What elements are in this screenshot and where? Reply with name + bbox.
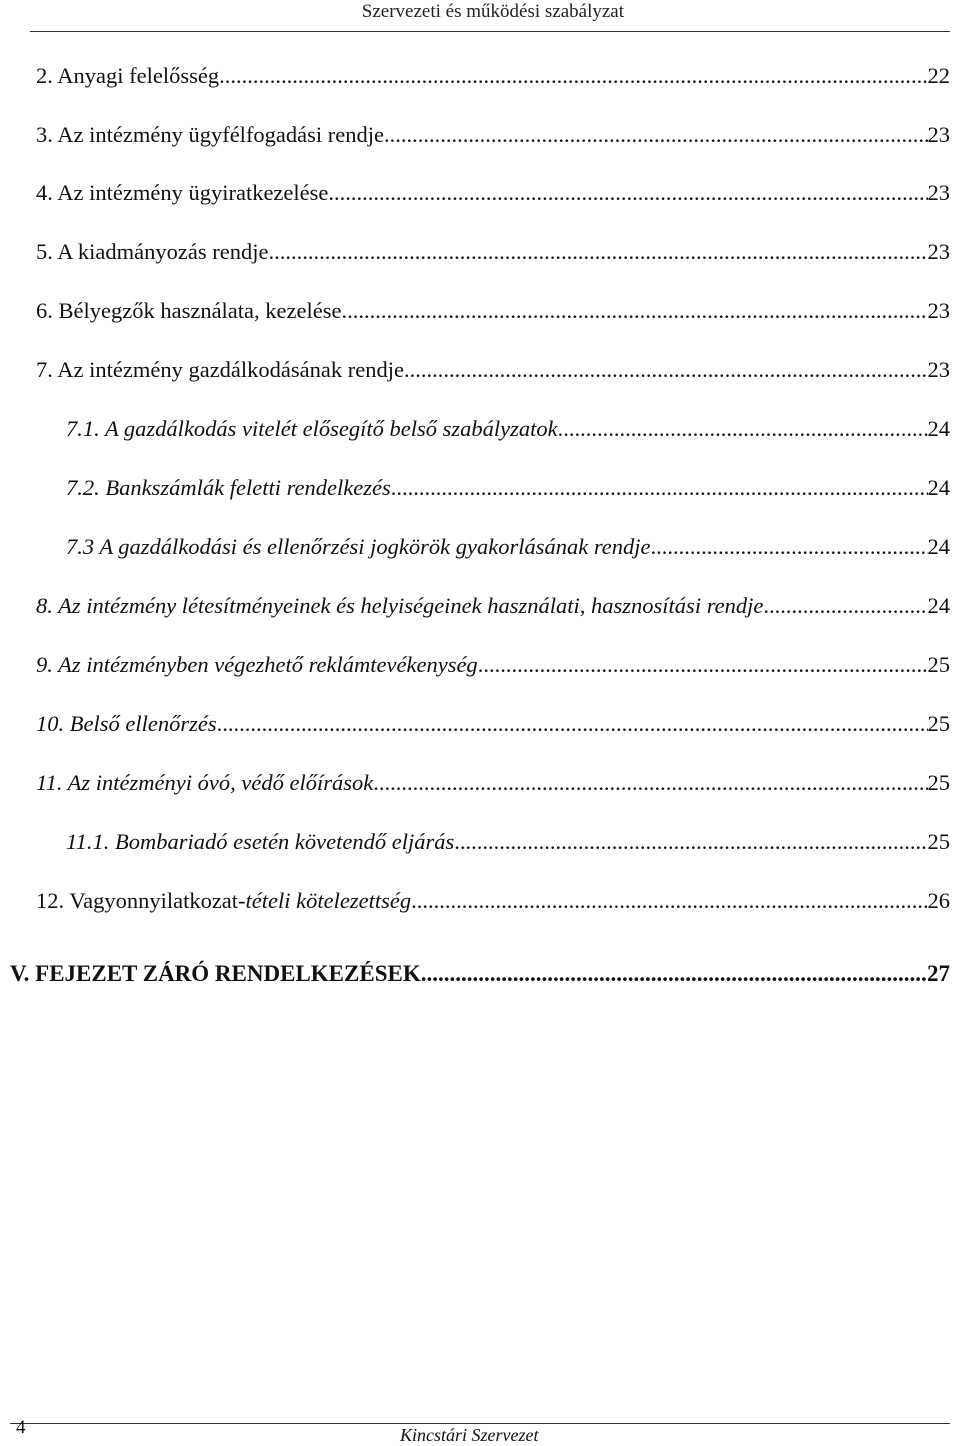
toc-leader-dots [268,236,927,268]
toc-entry-page: 23 [927,298,950,323]
toc-entry-page: 24 [927,416,950,441]
toc-entry[interactable] [66,472,950,504]
toc-leader-dots [373,767,927,799]
toc-entry-label: 10. Belső ellenőrzés [36,711,217,736]
toc-entry-label: 4. Az intézmény ügyiratkezelése [36,180,329,205]
toc-entry-page: 26 [927,888,950,913]
toc-entry-label: 7.1. A gazdálkodás vitelét elősegítő belső szabályzatok [66,416,558,441]
toc-entry[interactable] [36,767,950,799]
toc-leader-dots [421,958,927,990]
toc-entry-label: 3. Az intézmény ügyfélfogadási rendje [36,122,385,147]
toc-entry[interactable] [36,295,950,327]
toc-leader-dots [219,60,927,92]
toc-entry-label: 8. Az intézmény létesítményeinek és helyiségeinek használati, hasznosítási rendje [36,593,764,618]
toc-entry-label-plain: 12. Vagyonnyilatkozat- [36,888,246,913]
toc-entry-label: 11. Az intézményi óvó, védő előírások [36,770,374,795]
toc-entry[interactable] [36,177,950,209]
toc-entry[interactable] [36,590,950,622]
toc-leader-dots [411,885,927,917]
toc-leader-dots [341,295,927,327]
toc-leader-dots [763,590,927,622]
toc-entry-label: tételi kötelezettség [245,888,412,913]
toc-entry-page: 23 [927,180,950,205]
toc-leader-dots [478,649,928,681]
toc-entry[interactable] [36,119,950,151]
toc-entry-page: 23 [927,357,950,382]
toc-leader-dots [391,472,928,504]
toc-leader-dots [454,826,927,858]
toc-entry[interactable] [66,826,950,858]
toc-entry[interactable] [66,531,950,563]
toc-chapter-entry[interactable] [10,958,950,990]
toc-entry-label: 7.3 A gazdálkodási és ellenőrzési jogkörök gyakorlásának rendje [66,534,651,559]
toc-entry[interactable] [66,413,950,445]
toc-entry-label: 7. Az intézmény gazdálkodásának rendje [36,357,404,382]
toc-entry-label: V. FEJEZET ZÁRÓ RENDELKEZÉSEK [10,961,421,986]
toc-entry-label: 9. Az intézményben végezhető reklámtevékenység [36,652,478,677]
toc-entry-label: 5. A kiadmányozás rendje [36,239,269,264]
toc-entry-label: 7.2. Bankszámlák feletti rendelkezés [66,475,391,500]
toc-leader-dots [384,119,927,151]
toc-entry[interactable] [36,885,950,917]
toc-entry-page: 22 [927,63,950,88]
toc-entry[interactable] [36,60,950,92]
page-number: 4 [16,1417,26,1438]
toc-entry[interactable] [36,708,950,740]
toc-entry-label: 11.1. Bombariadó esetén követendő eljárás [66,829,455,854]
toc-entry-page: 23 [927,122,950,147]
document-title: Szervezeti és működési szabályzat [361,1,624,22]
toc-leader-dots [651,531,928,563]
toc-leader-dots [217,708,928,740]
toc-entry-page: 23 [927,239,950,264]
toc-entry-label: 2. Anyagi felelősség [36,63,220,88]
toc-entry-label: 6. Bélyegzők használata, kezelése [36,298,342,323]
toc-entry-page: 24 [927,593,950,618]
footer-text: Kincstári Szervezet [400,1425,539,1445]
toc-entry[interactable] [36,236,950,268]
toc-leader-dots [328,177,927,209]
toc-entry-page: 24 [927,534,950,559]
toc-entry-page: 25 [927,829,950,854]
toc-entry[interactable] [36,649,950,681]
toc-entry-page: 27 [927,961,950,986]
toc-entry-page: 24 [927,475,950,500]
toc-entry-page: 25 [927,652,950,677]
toc-entry[interactable] [36,354,950,386]
toc-entry-page: 25 [927,770,950,795]
toc-leader-dots [558,413,928,445]
toc-entry-page: 25 [927,711,950,736]
toc-leader-dots [404,354,928,386]
